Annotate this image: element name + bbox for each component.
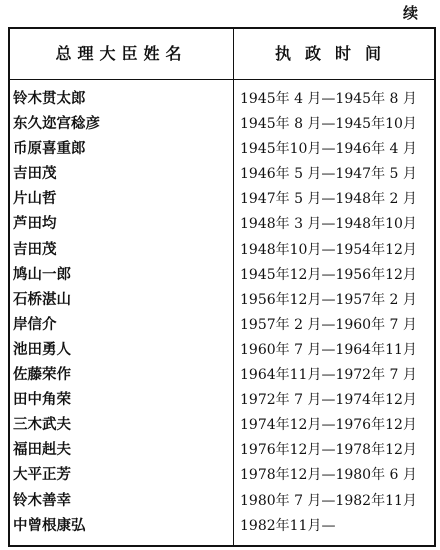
table-row [10,137,434,162]
pm-name: 铃木贯太郎 [13,91,86,107]
pm-term: 1957年 2 月—1960年 7 月 [240,316,417,333]
pm-name: 池田勇人 [13,341,71,358]
pm-name: 大平正芳 [13,467,71,484]
pm-term: 1978年12月—1980年 6 月 [240,467,417,484]
pm-term: 1948年10月—1954年12月 [240,241,417,258]
table-row [10,514,434,539]
pm-term: 1976年12月—1978年12月 [240,442,417,459]
pm-term: 1946年 5 月—1947年 5 月 [240,166,417,183]
pm-name: 币原喜重郎 [13,141,86,158]
pm-name: 石桥湛山 [13,291,71,308]
table-row [10,288,434,313]
table-row [10,87,434,112]
prime-ministers-table [8,27,436,547]
pm-name: 佐藤荣作 [13,367,71,384]
pm-term: 1982年11月— [240,517,336,534]
table-row [10,187,434,212]
header-prime-minister-name: 总理大臣姓名 [55,44,188,63]
table-row [10,263,434,288]
continued-label: 续 [402,4,418,22]
table-row [10,388,434,413]
pm-term: 1945年 4 月—1945年 8 月 [240,91,417,107]
pm-name: 芦田均 [13,216,57,233]
pm-name: 吉田茂 [13,241,57,258]
pm-name: 田中角荣 [13,392,71,409]
header-rule [10,79,434,80]
table-row [10,489,434,514]
header-term-of-office: 执政时间 [274,44,395,63]
pm-term: 1948年 3 月—1948年10月 [240,216,417,233]
pm-term: 1945年10月—1946年 4 月 [240,141,417,158]
pm-term: 1956年12月—1957年 2 月 [240,291,417,308]
pm-name: 吉田茂 [13,166,57,183]
pm-term: 1947年 5 月—1948年 2 月 [240,191,417,208]
table-body [10,87,434,539]
pm-name: 福田赳夫 [13,442,71,459]
pm-name: 鸠山一郎 [13,266,71,283]
pm-term: 1964年11月—1972年 7 月 [240,367,417,384]
table-row [10,212,434,237]
table-row [10,438,434,463]
table-row [10,313,434,338]
pm-name: 铃木善幸 [13,492,71,509]
table-row [10,238,434,263]
table-row [10,112,434,137]
table-row [10,363,434,388]
pm-name: 岸信介 [13,316,57,333]
table-row [10,162,434,187]
pm-name: 中曾根康弘 [13,517,86,534]
table-row [10,463,434,488]
pm-term: 1945年 8 月—1945年10月 [240,116,417,133]
pm-term: 1974年12月—1976年12月 [240,417,417,434]
table-row [10,338,434,363]
pm-name: 片山哲 [13,191,57,208]
pm-term: 1945年12月—1956年12月 [240,266,417,283]
pm-term: 1960年 7 月—1964年11月 [240,341,417,358]
table-row [10,413,434,438]
pm-term: 1972年 7 月—1974年12月 [240,392,417,409]
pm-name: 东久迩宫稔彦 [13,116,100,133]
pm-name: 三木武夫 [13,417,71,434]
pm-term: 1980年 7 月—1982年11月 [240,492,417,509]
